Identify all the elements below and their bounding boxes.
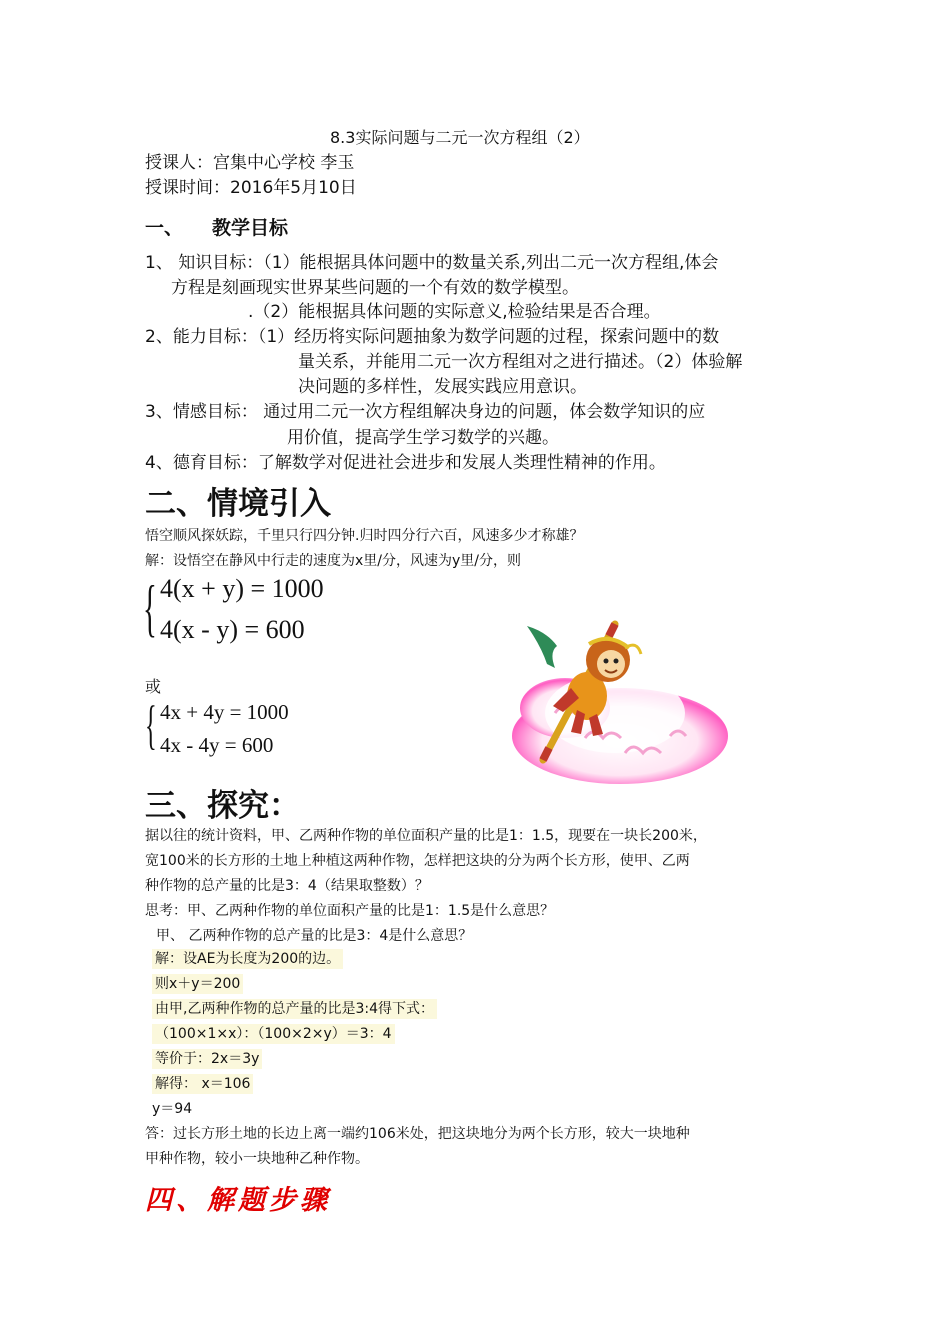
section3-heading: 三、探究： [145, 788, 300, 824]
solution-step: 等价于：2x＝3y [152, 1049, 262, 1069]
solution-step: y＝94 [152, 1101, 193, 1117]
flag-icon [527, 626, 557, 668]
problem-line: 据以往的统计资料，甲、乙两种作物的单位面积产量的比是1：1.5，现要在一块长200米， [145, 828, 707, 844]
objective-line: .（2）能根据具体问题的实际意义,检验结果是否合理。 [248, 302, 661, 322]
or-label: 或 [145, 677, 162, 696]
problem-line: 宽100米的长方形的土地上种植这两种作物，怎样把这块的分为两个长方形，使甲、乙两 [145, 853, 690, 869]
cloud-icon [512, 673, 728, 784]
objective-line: 量关系，并能用二元一次方程组对之进行描述。（2）体验解 [298, 352, 743, 372]
objective-line: 3、情感目标： 通过用二元一次方程组解决身边的问题，体会数学知识的应 [145, 402, 706, 422]
page-title: 8.3实际问题与二元一次方程组（2） [330, 128, 590, 147]
solution-step: 则x＋y＝200 [152, 974, 243, 994]
think-line: 甲、 乙两种作物的总产量的比是3：4是什么意思？ [156, 928, 473, 944]
solution-step: （100×1×x）：（100×2×y）＝3：4 [152, 1024, 395, 1044]
objective-line: 4、德育目标：了解数学对促进社会进步和发展人类理性精神的作用。 [145, 453, 666, 473]
objective-line: 方程是刻画现实世界某些问题的一个有效的数学模型。 [171, 278, 579, 298]
monkey-king-illustration [505, 618, 730, 788]
equation: 4x + 4y = 1000 [160, 700, 289, 724]
answer-line: 答：过长方形土地的长边上离一端约106米处，把这块地分为两个长方形，较大一块地种 [145, 1126, 690, 1142]
equation: 4(x - y) = 600 [160, 615, 305, 644]
teacher-line: 授课人：宫集中心学校 李玉 [145, 153, 355, 173]
objective-line: 用价值，提高学生学习数学的兴趣。 [287, 428, 559, 448]
brace: { [143, 572, 157, 643]
objective-line: 决问题的多样性，发展实践应用意识。 [298, 377, 587, 397]
problem-line: 种作物的总产量的比是3：4（结果取整数）？ [145, 878, 429, 894]
solution-step: 解：设AE为长度为200的边。 [152, 949, 343, 969]
solution-step: 解得： x＝106 [152, 1074, 253, 1094]
solution-step: 由甲,乙两种作物的总产量的比是3:4得下式： [152, 999, 437, 1019]
section4-heading: 四、解题步骤 [145, 1185, 331, 1216]
think-line: 思考：甲、乙两种作物的单位面积产量的比是1：1.5是什么意思？ [145, 903, 555, 919]
date-line: 授课时间：2016年5月10日 [145, 178, 357, 198]
section1-num: 一、 [145, 217, 184, 239]
objective-line: 1、 知识目标：（1）能根据具体问题中的数量关系,列出二元一次方程组,体会 [145, 253, 719, 273]
equation: 4x - 4y = 600 [160, 733, 274, 757]
poem: 悟空顺风探妖踪，千里只行四分钟.归时四分行六百，风速多少才称雄？ [145, 528, 584, 544]
section1-heading: 教学目标 [212, 217, 289, 239]
section2-heading: 二、情境引入 [145, 486, 331, 522]
equation: 4(x + y) = 1000 [160, 574, 324, 603]
brace: { [145, 695, 157, 755]
solution-intro: 解：设悟空在静风中行走的速度为x里/分，风速为y里/分，则 [145, 553, 522, 569]
objective-line: 2、能力目标：（1）经历将实际问题抽象为数学问题的过程，探索问题中的数 [145, 327, 720, 347]
answer-line: 甲种作物，较小一块地种乙种作物。 [145, 1151, 369, 1167]
